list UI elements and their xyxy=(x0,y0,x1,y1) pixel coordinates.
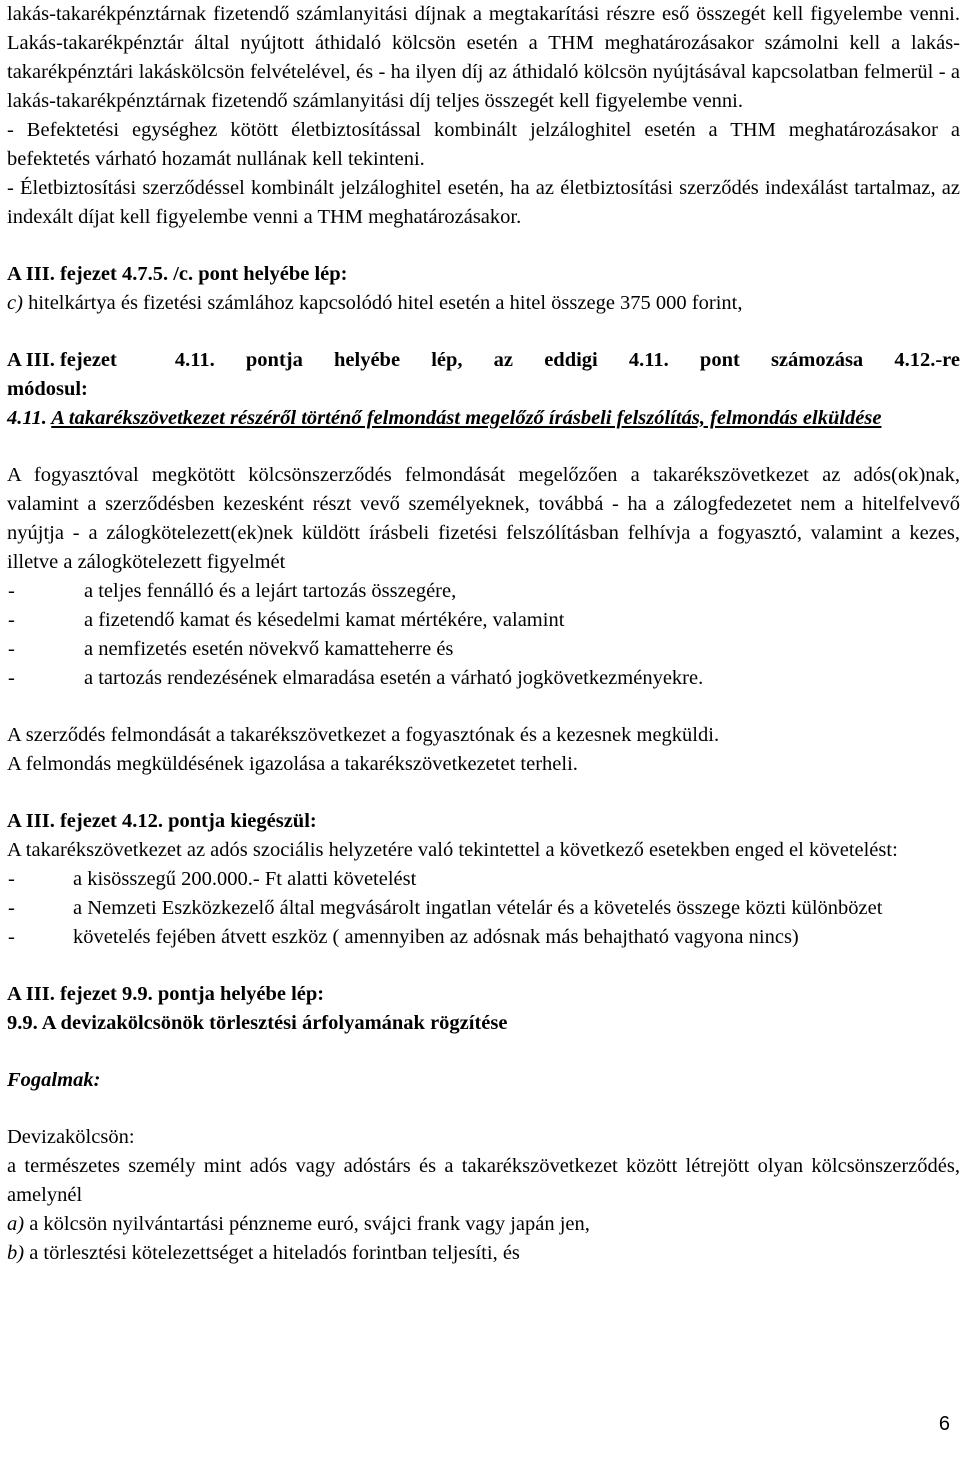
heading-part-chapter: A III. fejezet xyxy=(7,349,117,371)
spacer xyxy=(7,693,960,721)
spacer xyxy=(7,232,960,260)
spacer xyxy=(7,318,960,346)
item-text: hitelkártya és fizetési számlához kapcsolódó hitel esetén a hitel összege 375 000 forint, xyxy=(28,292,743,314)
paragraph-megkuldi: A szerződés felmondását a takarékszövetkezet a fogyasztónak és a kezesnek megküldi. xyxy=(7,724,720,746)
list-item: - a teljes fennálló és a lejárt tartozás összegére, xyxy=(8,580,457,602)
heading-part-modosul: módosul: xyxy=(7,378,88,400)
document-page xyxy=(7,0,960,1268)
list-item: - a fizetendő kamat és késedelmi kamat mértékére, valamint xyxy=(8,609,565,631)
item-text: a kölcsön nyilvántartási pénzneme euró, svájci frank vagy japán jen, xyxy=(29,1213,590,1235)
subheading-4-11 xyxy=(7,404,960,433)
section-heading-4-11 xyxy=(7,346,960,375)
list-item: - a kisösszegű 200.000.- Ft alatti követelést xyxy=(8,868,417,890)
page-number: 6 xyxy=(938,1413,950,1435)
section-item-c xyxy=(7,289,960,318)
paragraph-befektetesi: - Befektetési egységhez kötött életbiztosítással kombinált jelzáloghitel esetén a THM meghatározásakor a befektetés várható hozamát nullának kell tekinteni. xyxy=(7,119,960,170)
spacer xyxy=(7,433,960,461)
item-text: a törlesztési kötelezettséget a hiteladós forintban teljesíti, és xyxy=(29,1242,520,1264)
subheading-number: 4.11. xyxy=(7,407,47,429)
list-item: - a tartozás rendezésének elmaradása esetén a várható jogkövetkezményekre. xyxy=(8,667,704,689)
paragraph-felmondas: A fogyasztóval megkötött kölcsönszerződés felmondását megelőzően a takarékszövetkezet az adós(ok)nak, valamint a szerződésben kezesként részt vevő személyeknek, továbbá - ha a zálogfedezetet nem a hitelfelvevő nyújtja - a zálogkötelezett(ek)nek küldött írásbeli fizetési felszólításban felhívja a fogyasztó, valamint a kezes, illetve a zálogkötelezett figyelmét xyxy=(7,464,960,573)
subheading-title: A takarékszövetkezet részéről történő felmondást megelőző írásbeli felszólítás, felmondás elküldése xyxy=(51,407,882,429)
section-heading-9-9: A III. fejezet 9.9. pontja helyébe lép: xyxy=(7,983,325,1005)
definition-item-a xyxy=(7,1210,960,1239)
item-letter: a) xyxy=(7,1213,25,1235)
heading-part-point: 4.11. pontja helyébe lép, az eddigi 4.11. pont számozása 4.12.-re xyxy=(174,349,960,371)
item-letter: c) xyxy=(7,292,23,314)
spacer xyxy=(7,1038,960,1066)
spacer xyxy=(7,952,960,980)
subheading-9-9: 9.9. A devizakölcsönök törlesztési árfolyamának rögzítése xyxy=(7,1012,508,1034)
term-devizakolcson: Devizakölcsön: xyxy=(7,1126,135,1148)
section-heading-4-12: A III. fejezet 4.12. pontja kiegészül: xyxy=(7,810,317,832)
item-letter: b) xyxy=(7,1242,25,1264)
section-heading-4-7-5: A III. fejezet 4.7.5. /c. pont helyébe lép: xyxy=(7,263,348,285)
concepts-label: Fogalmak: xyxy=(7,1069,101,1091)
paragraph-thm-lakas: lakás-takarékpénztárnak fizetendő számlanyitási díjnak a megtakarítási részre eső összegét kell figyelembe venni. Lakás-takarékpénztár által nyújtott áthidaló kölcsön esetén a THM meghatározásakor számolni kell a lakás-takarékpénztári lakáskölcsön felvételével, és - ha ilyen díj az áthidaló kölcsön nyújtásával kapcsolatban felmerül - a lakás-takarékpénztárnak fizetendő számlanyitási díj teljes összegét kell figyelembe venni. xyxy=(7,3,960,112)
paragraph-szocialis: A takarékszövetkezet az adós szociális helyzetére való tekintettel a következő esetekben enged el követelést: xyxy=(7,839,898,861)
spacer xyxy=(7,1095,960,1123)
paragraph-igazolas: A felmondás megküldésének igazolása a takarékszövetkezetet terheli. xyxy=(7,753,578,775)
list-item: - a nemfizetés esetén növekvő kamatteherre és xyxy=(8,638,454,660)
spacer xyxy=(7,779,960,807)
list-item: - a Nemzeti Eszközkezelő által megvásárolt ingatlan vételár és a követelés összege közti különbözet xyxy=(8,897,883,919)
list-item: - követelés fejében átvett eszköz ( amennyiben az adósnak más behajtható vagyona nincs) xyxy=(8,926,799,948)
paragraph-eletbiztositasi: - Életbiztosítási szerződéssel kombinált jelzáloghitel esetén, ha az életbiztosítási szerződés indexálást tartalmaz, az indexált díjat kell figyelembe venni a THM meghatározásakor. xyxy=(7,177,960,228)
definition-devizakolcson: a természetes személy mint adós vagy adóstárs és a takarékszövetkezet között létrejött olyan kölcsönszerződés, amelynél xyxy=(7,1155,960,1206)
definition-item-b xyxy=(7,1239,960,1268)
